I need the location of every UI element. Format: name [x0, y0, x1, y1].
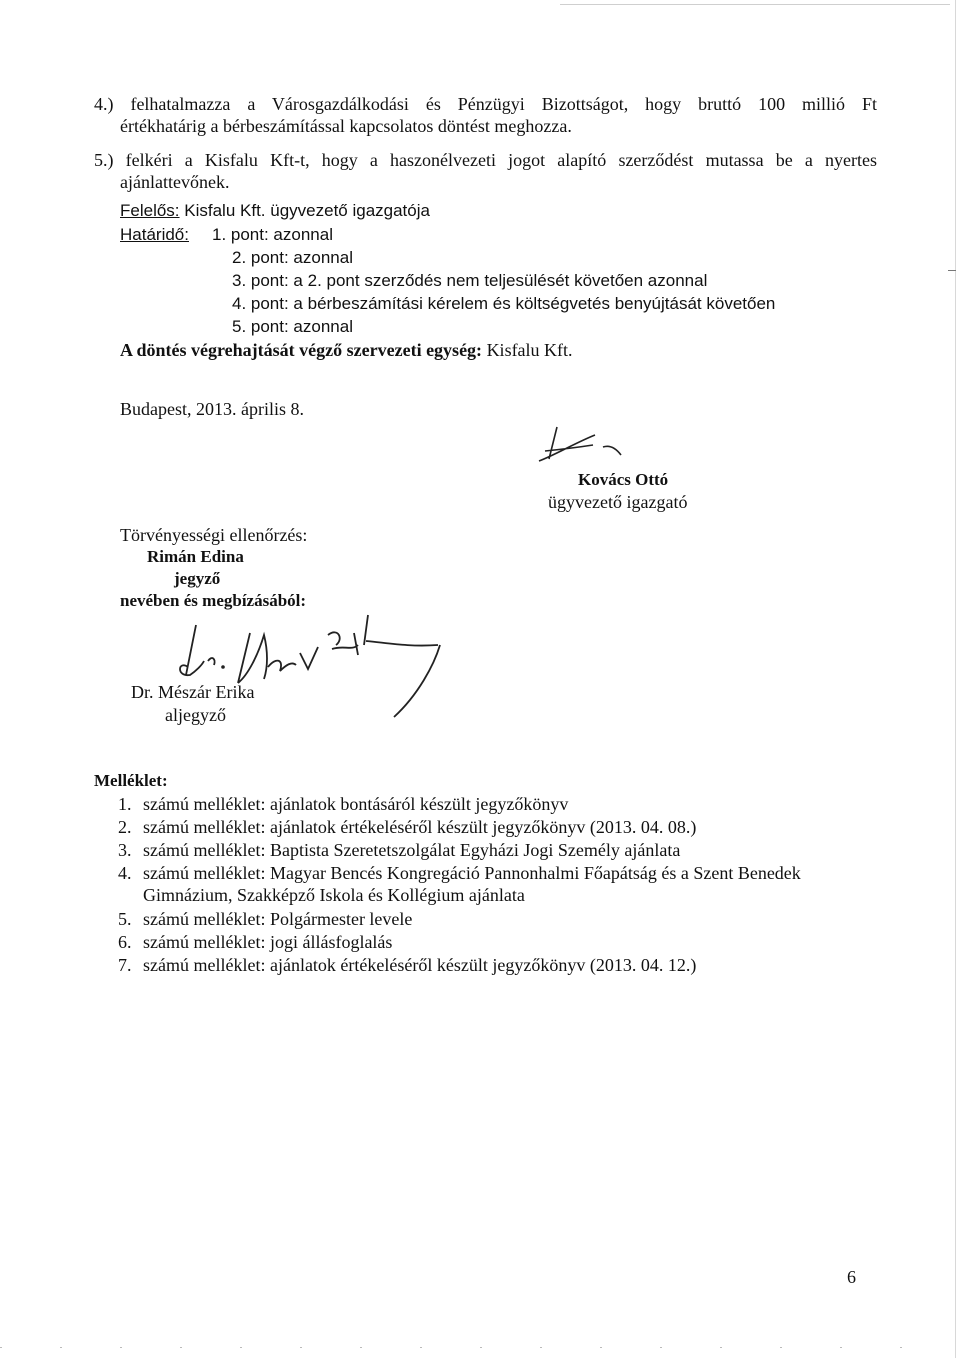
- scan-edge-right: [955, 0, 956, 1358]
- paragraph-5-line-2: ajánlattevőnek.: [120, 172, 230, 192]
- page-number: 6: [847, 1267, 856, 1287]
- deadline-item-2: 2. pont: azonnal: [232, 248, 353, 267]
- place-date: Budapest, 2013. április 8.: [120, 399, 304, 419]
- attachment-item-4: 4. számú melléklet: Magyar Bencés Kongregáció Pannonhalmi Főapátság és a Szent Benedek Gimnázium, Szakképző Iskola és Kollégium ajánlata: [118, 863, 801, 905]
- paragraph-5-line-1: 5.) felkéri a Kisfalu Kft-t, hogy a haszonélvezeti jogot alapító szerződést mutassa be a nyertes: [94, 150, 877, 170]
- scan-edge-top: [560, 4, 950, 5]
- deadline-item-5: 5. pont: azonnal: [232, 317, 353, 336]
- attachment-item-1: 1. számú melléklet: ajánlatok bontásáról készült jegyzőkönyv: [118, 794, 569, 814]
- deputy-name: Dr. Mészár Erika: [131, 682, 255, 702]
- attachment-item-4-continued: Gimnázium, Szakképző Iskola és Kollégium ajánlata: [143, 885, 525, 905]
- attachment-item-3: 3. számú melléklet: Baptista Szeretetszolgálat Egyházi Jogi Személy ajánlata: [118, 840, 681, 860]
- attachment-item-5: 5. számú melléklet: Polgármester levele: [118, 909, 413, 929]
- signature-kovacs: [535, 425, 625, 465]
- attachment-item-7: 7. számú melléklet: ajánlatok értékeléséről készült jegyzőkönyv (2013. 04. 12.): [118, 955, 697, 975]
- deadline-item-1: 1. pont: azonnal: [212, 225, 333, 244]
- execution-label: A döntés végrehajtását végző szervezeti egység:: [120, 340, 483, 360]
- attachments-title: Melléklet:: [94, 771, 168, 790]
- attachment-item-6: 6. számú melléklet: jogi állásfoglalás: [118, 932, 393, 952]
- scan-edge-bottom: [0, 1347, 960, 1348]
- deadline-item-3: 3. pont: a 2. pont szerződés nem teljesülését követően azonnal: [232, 271, 708, 290]
- legal-check-label: Törvényességi ellenőrzés:: [120, 525, 308, 545]
- signer-title: ügyvezető igazgató: [548, 492, 688, 512]
- responsible-row: [120, 201, 430, 221]
- legal-check-title: jegyző: [174, 569, 221, 588]
- paragraph-4-line-1: 4.) felhatalmazza a Városgazdálkodási és Pénzügyi Bizottságot, hogy bruttó 100 millió Ft: [94, 94, 877, 114]
- legal-check-on-behalf: nevében és megbízásából:: [120, 591, 307, 610]
- deputy-title: aljegyző: [165, 705, 226, 725]
- execution-row: [120, 339, 573, 361]
- execution-value: Kisfalu Kft.: [486, 340, 573, 360]
- paragraph-4-line-2: értékhatárig a bérbeszámítással kapcsolatos döntést meghozza.: [120, 116, 572, 136]
- legal-check-name: Rimán Edina: [147, 547, 244, 566]
- responsible-value: Kisfalu Kft. ügyvezető igazgatója: [184, 201, 430, 220]
- deadline-label: Határidő:: [120, 225, 189, 244]
- attachment-item-2: 2. számú melléklet: ajánlatok értékeléséről készült jegyzőkönyv (2013. 04. 08.): [118, 817, 697, 837]
- signer-name: Kovács Ottó: [578, 470, 669, 489]
- responsible-label: Felelős:: [120, 201, 180, 220]
- deadline-item-4: 4. pont: a bérbeszámítási kérelem és költségvetés benyújtását követően: [232, 294, 776, 313]
